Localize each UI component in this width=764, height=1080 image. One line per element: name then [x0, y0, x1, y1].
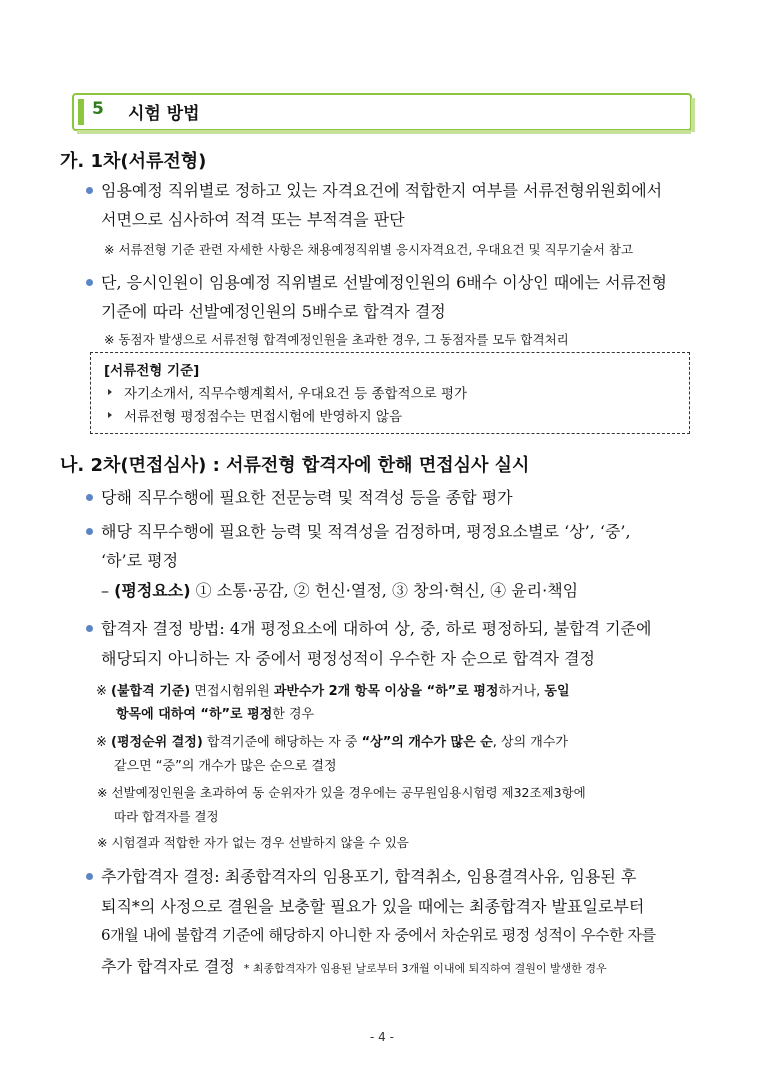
part2-bullet4-line1: 추가합격자 결정: 최종합격자의 임용포기, 합격취소, 임용결격사유, 임용된 후	[101, 867, 637, 886]
part2-bullet4-line2: 퇴직*의 사정으로 결원을 보충할 필요가 있을 때에는 최종합격자 발표일로부터	[101, 897, 645, 916]
note-text: , 상의 개수가	[492, 735, 568, 750]
part2-bullet3-line2: 해당되지 아니하는 자 중에서 평정성적이 우수한 자 순으로 합격자 결정	[101, 649, 595, 668]
note-text: 한 경우	[272, 707, 315, 722]
page-number: - 4 -	[370, 1030, 394, 1044]
note-mark: ※	[96, 684, 107, 699]
section-number: 5	[92, 99, 104, 119]
ranking-note-line2: 같으면 “중”의 개수가 많은 순으로 결정	[114, 759, 337, 774]
criteria-item: 서류전형 평정점수는 면접시험에 반영하지 않음	[124, 409, 402, 425]
tie-note-line2: 따라 합격자를 결정	[114, 809, 219, 824]
fail-criteria-label: (불합격 기준)	[111, 684, 191, 699]
bullet-icon	[86, 625, 93, 632]
tie-note-line1: ※ 선발예정인원을 초과하여 동 순위자가 있을 경우에는 공무원임용시험령 제32조제3항에	[97, 785, 586, 800]
evaluation-elements-line	[101, 578, 578, 601]
triangle-bullet-icon	[108, 412, 112, 418]
part1-bullet1-line1: 임용예정 직위별로 정하고 있는 자격요건에 적합한지 여부를 서류전형위원회에서	[101, 181, 663, 200]
bullet-icon	[86, 873, 93, 880]
elements-list: ① 소통·공감, ② 헌신·열정, ③ 창의·혁신, ④ 윤리·책임	[195, 581, 579, 600]
part2-bullet2-line1: 해당 직무수행에 필요한 능력 및 적격성을 검정하며, 평정요소별로 ‘상’, ‘중’,	[101, 522, 631, 541]
fail-criteria-note	[96, 680, 570, 699]
fail-criteria-note-line2	[116, 703, 314, 722]
note-bold-text: 과반수가 2개 항목 이상을 “하”로 평정	[273, 684, 499, 699]
bullet-icon	[86, 187, 93, 194]
ranking-note	[96, 731, 568, 750]
note-text: 면접시험위원	[190, 684, 274, 699]
note-bold-text: 항목에 대하여 “하”로 평정	[116, 707, 273, 722]
section-header-shadow-bottom	[77, 130, 691, 134]
triangle-bullet-icon	[108, 389, 112, 395]
part1-bullet1-note: ※ 서류전형 기준 관련 자세한 사항은 채용예정직위별 응시자격요건, 우대요건 및 직무기술서 참고	[104, 242, 634, 257]
section-header-accent-bar	[78, 99, 84, 125]
dash-marker: –	[101, 581, 109, 600]
criteria-title: [서류전형 기준]	[104, 363, 200, 379]
part2-bullet3-line1: 합격자 결정 방법: 4개 평정요소에 대하여 상, 중, 하로 평정하되, 불합격 기준에	[101, 619, 652, 638]
bullet-icon	[86, 494, 93, 501]
part1-bullet2-note: ※ 동점자 발생으로 서류전형 합격예정인원을 초과한 경우, 그 동점자를 모두 합격처리	[104, 332, 569, 347]
part1-bullet2-line1: 단, 응시인원이 임용예정 직위별로 선발예정인원의 6배수 이상인 때에는 서류전형	[101, 273, 668, 292]
part2-heading: 나. 2차(면접심사) : 서류전형 합격자에 한해 면접심사 실시	[60, 455, 530, 476]
bullet-icon	[86, 279, 93, 286]
ranking-label: (평정순위 결정)	[111, 735, 203, 750]
criteria-item: 자기소개서, 직무수행계획서, 우대요건 등 종합적으로 평가	[124, 386, 468, 402]
part2-bullet1: 당해 직무수행에 필요한 전문능력 및 적격성 등을 종합 평가	[101, 488, 513, 507]
note-text: 하거나,	[498, 684, 545, 699]
section-header-shadow	[691, 98, 695, 132]
note-bold-text: 동일	[544, 684, 570, 699]
note-mark: ※	[96, 735, 107, 750]
part2-bullet4-line3: 6개월 내에 불합격 기준에 해당하지 아니한 자 중에서 차순위로 평정 성적이 우수한 자를	[101, 926, 656, 944]
footnote: * 최종합격자가 임용된 날로부터 3개월 이내에 퇴직하여 결원이 발생한 경우	[243, 962, 607, 975]
note-bold-text: “상”의 개수가 많은 순	[361, 735, 493, 750]
bullet-icon	[86, 528, 93, 535]
part2-bullet4-line4	[101, 954, 607, 977]
section-title: 시험 방법	[128, 104, 200, 124]
line-text: 추가 합격자로 결정	[101, 957, 235, 976]
part1-heading: 가. 1차(서류전형)	[60, 151, 207, 172]
part1-bullet2-line2: 기준에 따라 선발예정인원의 5배수로 합격자 결정	[101, 302, 446, 321]
note-text: 합격기준에 해당하는 자 중	[202, 735, 362, 750]
no-qualified-note: ※ 시험결과 적합한 자가 없는 경우 선발하지 않을 수 있음	[97, 835, 409, 850]
part1-bullet1-line2: 서면으로 심사하여 적격 또는 부적격을 판단	[101, 210, 405, 229]
part2-bullet2-line2: ‘하’로 평정	[101, 551, 179, 570]
elements-label: (평정요소)	[114, 581, 191, 600]
